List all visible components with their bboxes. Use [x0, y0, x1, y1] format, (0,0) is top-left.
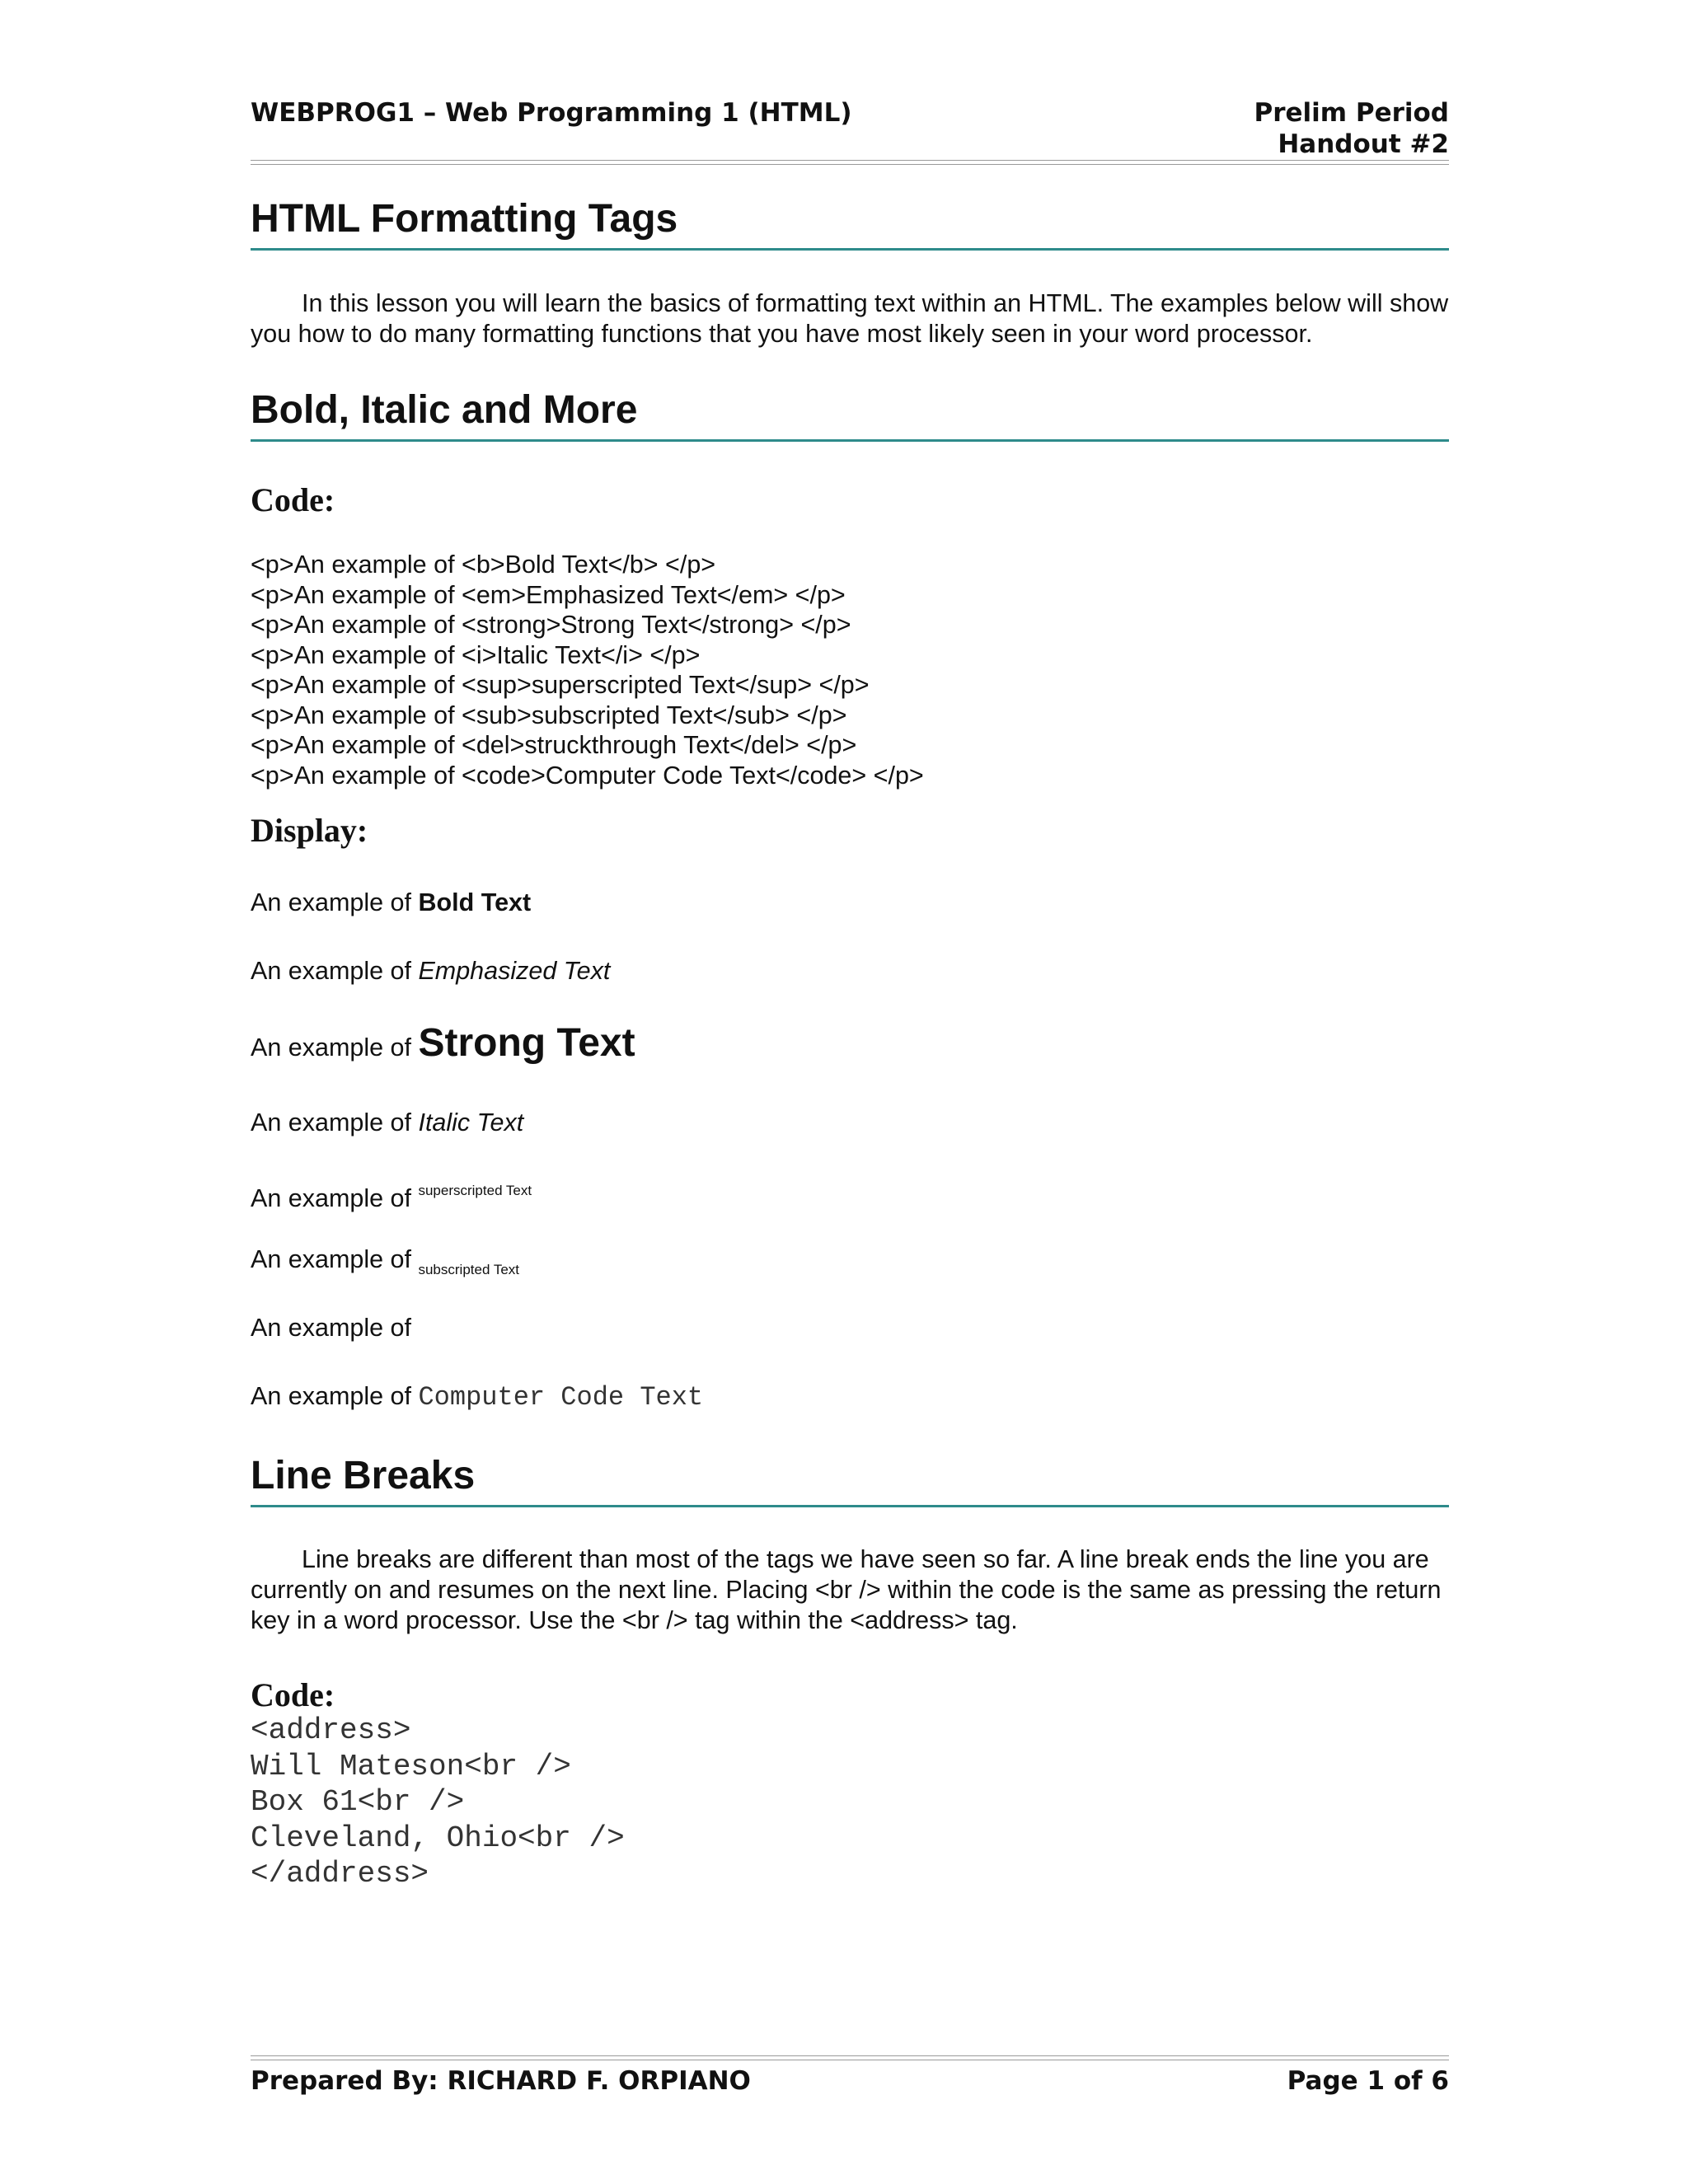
intro-text: In this lesson you will learn the basics of formatting text within an HTML. The examples below will show you how to do many formatting functions that you have most likely seen in your word processor. — [251, 289, 1449, 348]
intro-paragraph — [251, 288, 1449, 349]
display-prefix: An example of — [251, 957, 411, 985]
display-prefix: An example of — [251, 1108, 411, 1137]
code-sample: Computer Code Text — [418, 1382, 704, 1413]
italic-sample: Italic Text — [418, 1108, 524, 1137]
breaks-paragraph — [251, 1544, 1449, 1636]
display-bold — [251, 886, 531, 919]
title-rule — [251, 248, 1449, 251]
footer-rule — [251, 2055, 1449, 2060]
section-rule-bold — [251, 439, 1449, 442]
code-line: <p>An example of <b>Bold Text</b> </p> — [251, 551, 716, 579]
section-heading-breaks: Line Breaks — [251, 1454, 476, 1497]
address-line: Box 61<br /> — [251, 1785, 465, 1819]
code-label: Code: — [251, 481, 335, 518]
display-italic — [251, 1106, 523, 1139]
display-code — [251, 1380, 703, 1414]
code-line: <p>An example of <sup>superscripted Text</sup> </p> — [251, 671, 870, 699]
display-label: Display: — [251, 812, 368, 849]
emphasized-sample: Emphasized Text — [418, 957, 611, 985]
period-label: Prelim Period — [1254, 98, 1449, 128]
display-subscript — [251, 1243, 519, 1286]
display-prefix: An example of — [251, 1245, 411, 1273]
display-prefix: An example of — [251, 1314, 411, 1342]
display-prefix: An example of — [251, 1382, 411, 1410]
address-line: <address> — [251, 1713, 411, 1747]
code-line: <p>An example of <del>struckthrough Text</del> </p> — [251, 731, 857, 759]
display-strong — [251, 1021, 635, 1065]
course-title: WEBPROG1 – Web Programming 1 (HTML) — [251, 98, 852, 128]
strong-sample: Strong Text — [418, 1021, 635, 1065]
bold-sample: Bold Text — [418, 888, 532, 916]
address-line: Cleveland, Ohio<br /> — [251, 1821, 625, 1855]
address-line: </address> — [251, 1857, 429, 1891]
section-rule-breaks — [251, 1505, 1449, 1507]
display-struck — [251, 1311, 411, 1344]
code-line: <p>An example of <i>Italic Text</i> </p> — [251, 640, 701, 669]
page-number: Page 1 of 6 — [1287, 2066, 1449, 2096]
display-emphasized — [251, 954, 610, 987]
subscript-sample: subscripted Text — [418, 1262, 519, 1277]
code-label-breaks: Code: — [251, 1676, 335, 1713]
display-prefix: An example of — [251, 888, 411, 916]
code-line: <p>An example of <code>Computer Code Text</code> </p> — [251, 761, 924, 790]
display-superscript — [251, 1174, 532, 1215]
page-title: HTML Formatting Tags — [251, 197, 678, 241]
section-heading-bold: Bold, Italic and More — [251, 388, 638, 432]
handout-label: Handout #2 — [1278, 129, 1449, 159]
code-line: <p>An example of <em>Emphasized Text</em> </p> — [251, 580, 846, 609]
address-code-listing — [251, 1713, 625, 1892]
superscript-sample: superscripted Text — [418, 1183, 532, 1198]
display-prefix: An example of — [251, 1033, 411, 1062]
code-listing — [251, 550, 1449, 790]
code-line: <p>An example of <sub>subscripted Text</sub> </p> — [251, 701, 847, 729]
address-line: Will Mateson<br /> — [251, 1749, 571, 1783]
code-line: <p>An example of <strong>Strong Text</strong> </p> — [251, 611, 851, 639]
display-prefix: An example of — [251, 1184, 411, 1212]
prepared-by: Prepared By: RICHARD F. ORPIANO — [251, 2066, 751, 2096]
breaks-text: Line breaks are different than most of the tags we have seen so far. A line break ends the line you are currently on and resumes on the next line. Placing <br /> within the code is the same as pressing the return key in a word processor. Use the <br /> tag within the <address> tag. — [251, 1545, 1442, 1634]
period-info — [1254, 97, 1449, 160]
header-rule — [251, 160, 1449, 165]
